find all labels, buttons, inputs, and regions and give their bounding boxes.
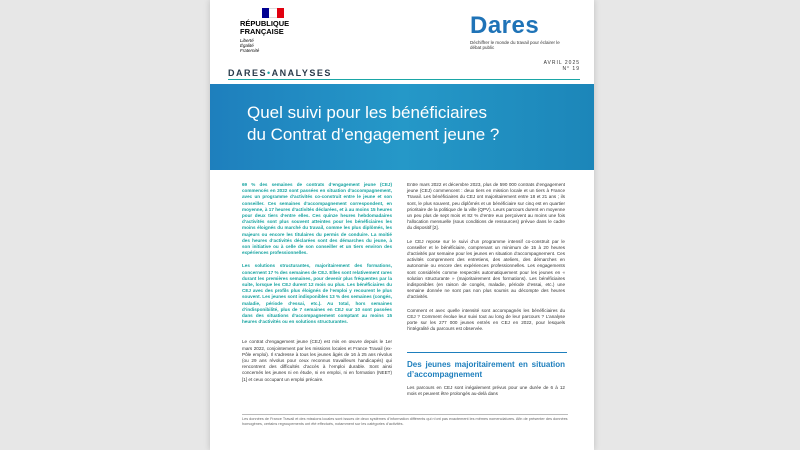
issue-number: N° 19 (562, 66, 580, 72)
rf-name: RÉPUBLIQUE FRANÇAISE (240, 19, 290, 36)
republique-francaise-logo (240, 8, 300, 53)
right-column (407, 182, 565, 339)
body-paragraph: Le CEJ repose sur le suivi d’un programme intensif co-construit par le conseiller et le bénéficiaire, comprenant un minimum de 15 à 20 heures d’activités par semaine pour les jeunes en situation d’accompagnement. Ces activités comprennent des entretiens, des ateliers, des démarches en autonomie ou encore des expériences professionnelles. Les engagements sont considérés comme respectés automatiquement pour les jeunes en « solution structurante » (majoritairement des formations). Les bénéficiaires indisponibles (en raison de congés, maladie, période d’essai, etc.) une semaine donnée ne sont pas non plus soumis au décompte des heures d’activités. (407, 238, 565, 300)
series-label: DARES•ANALYSES (228, 68, 332, 78)
rf-motto: Liberté Égalité Fraternité (240, 38, 260, 53)
section-heading: Des jeunes majoritairement en situation d’accompagnement (407, 360, 565, 379)
footnote: Les données de France Travail et des missions locales sont issues de deux systèmes d’information différents qui n’ont pas exactement les mêmes nomenclatures. Afin de présenter des données homogènes, certains regroupements ont été effectués, notamment sur les catégories d’activités. (242, 414, 568, 427)
issue-info (544, 60, 580, 72)
body-paragraph: Les parcours en CEJ sont inégalement prévus pour une durée de 6 à 12 mois et peuvent être prolongés au-delà dans (407, 385, 565, 397)
report-cover-page (210, 0, 594, 450)
dares-tagline: Déchiffrer le monde du travail pour éclairer le débat public (470, 40, 560, 50)
summary (242, 182, 392, 325)
body-paragraph: Entre mars 2022 et décembre 2023, plus de 590 000 contrats d’engagement jeune (CEJ) commencent : deux tiers en mission locale et un tiers à France Travail. Les bénéficiaires du CEJ ont majoritairement entre 18 et 21 ans ; ils sont, le plus souvent, peu diplômés et un bénéficiaire sur cinq est en quartier prioritaire de la politique de la ville (QPV). Leurs parcours durent en moyenne un peu plus de sept mois et 82 % d’entre eux perçoivent au moins une fois l’allocation mensuelle (sous conditions de ressources) prévue dans le cadre du dispositif [2]. (407, 182, 565, 231)
summary-paragraph: 69 % des semaines de contrats d’engagement jeune (CEJ) commencés en 2022 sont passées en situation d’accompagnement, avec un programme d’activités co-construit entre le jeune et son conseiller. Ces semaines d’accompagnement correspondent, en moyenne, à 17 heures d’activités déclarées, et à au moins 15 heures pour deux tiers d’entre elles. Ces quinze heures hebdomadaires d’activités sont plus souvent atteintes pour les bénéficiaires les moins éloignés du marché du travail, comme les plus diplômés, les majeurs ou encore les titulaires du permis de conduire. La moitié des heures d’activités déclarées sont des démarches du jeune, à son initiative ou à celle de son conseiller et un tiers environ des expériences professionnelles. (242, 182, 392, 256)
title-banner (210, 84, 594, 170)
page-title: Quel suivi pour les bénéficiaires du Contrat d’engagement jeune ? (247, 103, 500, 144)
french-flag-icon (262, 8, 284, 18)
section-divider (407, 352, 567, 353)
dares-wordmark: Dares (470, 12, 540, 39)
issue-date: AVRIL 2025 (543, 60, 580, 66)
dares-logo (470, 14, 580, 50)
left-column (242, 182, 392, 390)
right-column-lower (407, 356, 565, 404)
summary-paragraph: Les solutions structurantes, majoritairement des formations, concernent 17 % des semaines de CEJ. Elles sont relativement rares durant les premières semaines, pour devenir plus fréquentes par la suite, lorsque les CEJ durent 12 mois ou plus. Les bénéficiaires du CEJ avec des profils plus éloignés de l’emploi y recourent le plus souvent. Les jeunes sont indisponibles 13 % des semaines (congés, maladie, période d’essai, etc.). Au total, hors semaines d’indisponibilité, plus de 7 semaines en CEJ sur 10 sont passées dans des situations d’accompagnement comptant au moins 15 heures d’activités ou en solutions structurantes. (242, 263, 392, 325)
header-divider (228, 79, 580, 80)
body-paragraph: Comment et avec quelle intensité sont accompagnés les bénéficiaires du CEJ ? Comment évolue leur suivi tout au long de leur parcours ? L’analyse porte sur les 277 000 jeunes entrés en CEJ en 2022, pour lesquels l’intégralité du parcours est observée. (407, 307, 565, 332)
intro-paragraph: Le contrat d’engagement jeune (CEJ) est mis en œuvre depuis le 1er mars 2022, conjointement par les missions locales et France Travail (ex-Pôle emploi). Il s’adresse à tous les jeunes âgés de 16 à 25 ans révolus (ou 29 ans révolus pour ceux reconnus travailleurs handicapés) qui rencontrent des difficultés d’accès à l’emploi durable. Sont ainsi concernés les jeunes ni en étude, ni en emploi, ni en formation (NEET) [1] et ceux occupant un emploi précaire. (242, 339, 392, 382)
